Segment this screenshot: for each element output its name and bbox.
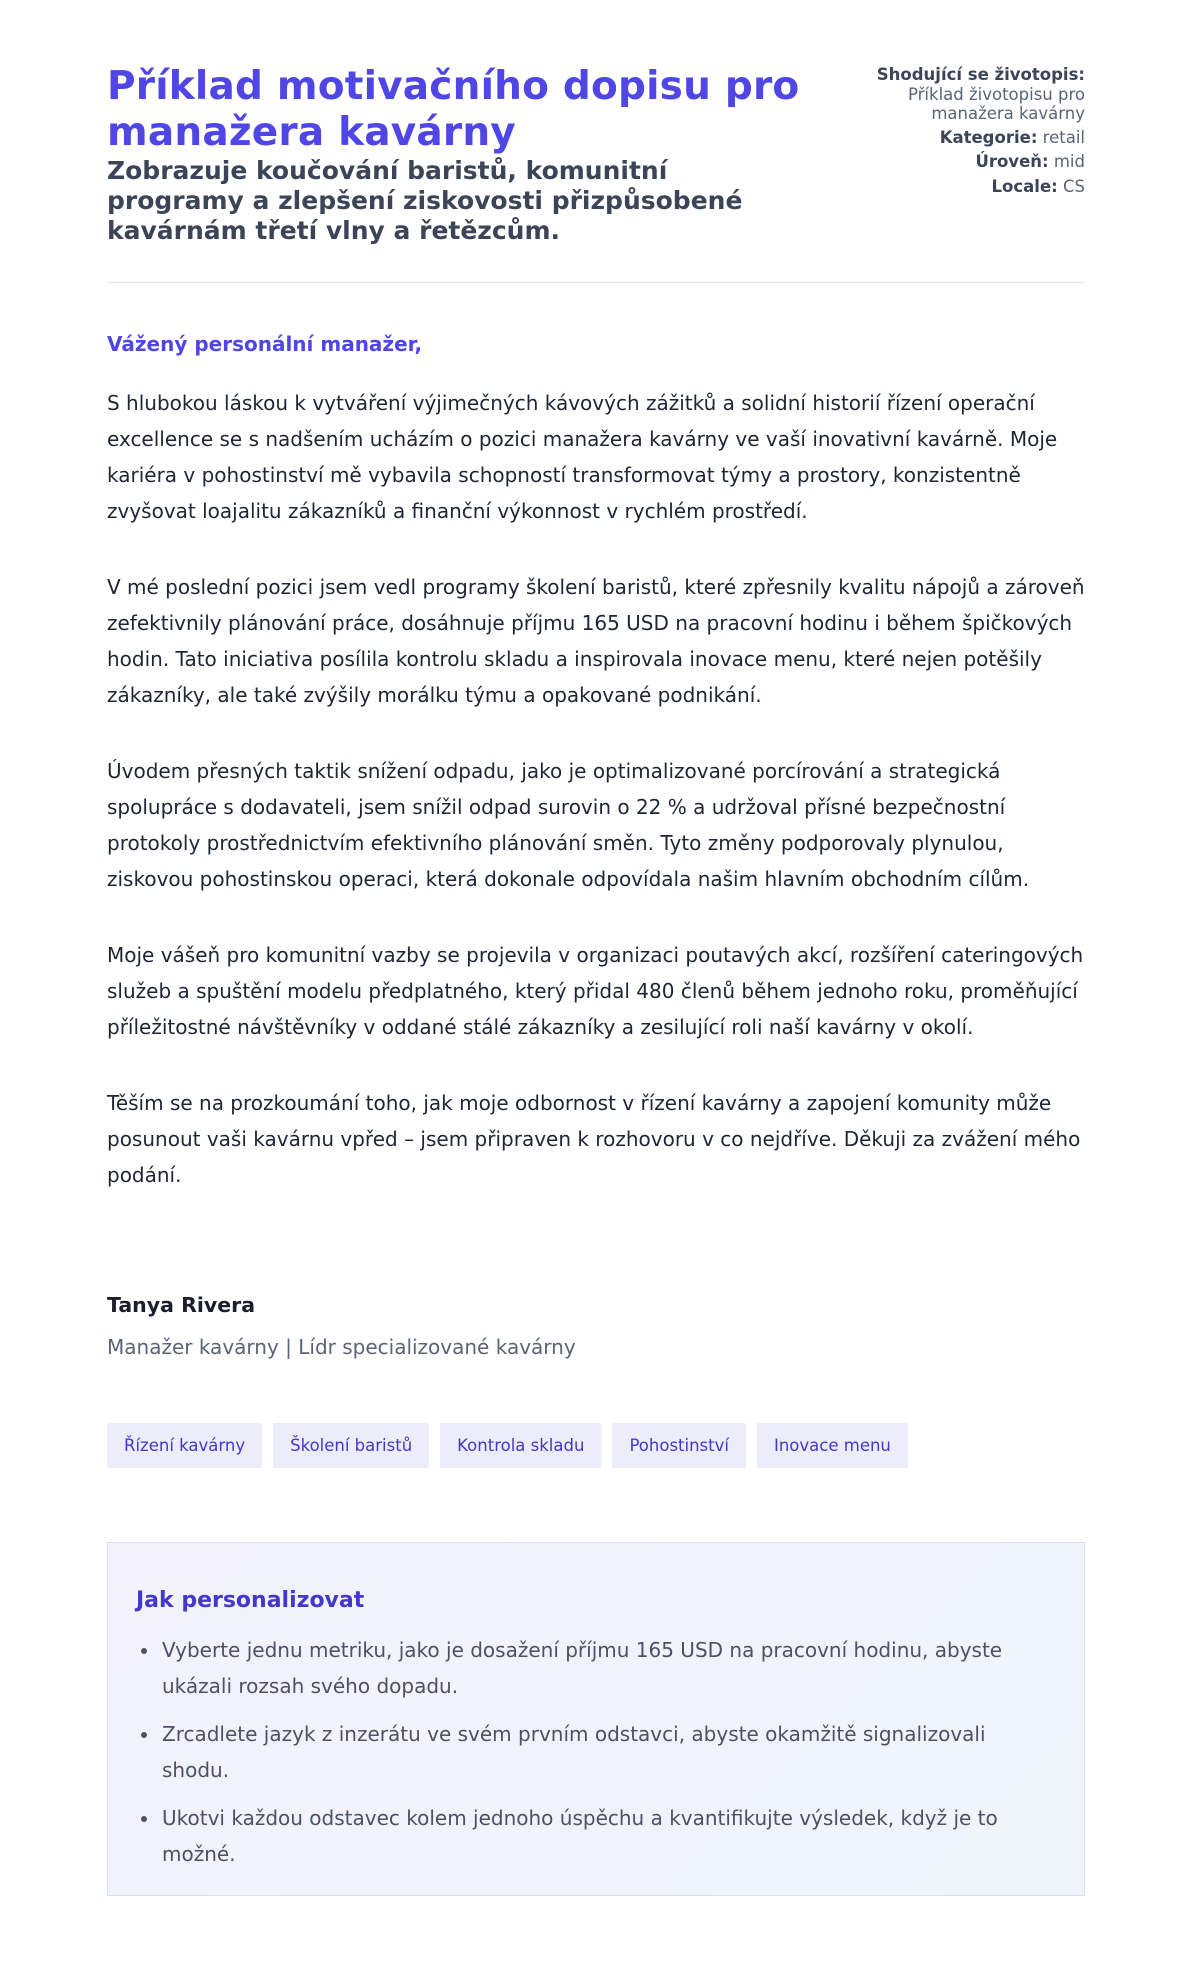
page-header [107, 60, 1085, 280]
personalization-tips-box [107, 1542, 1085, 1896]
signature-name: Tanya Rivera [107, 1293, 256, 1317]
bullet-icon [141, 1732, 147, 1738]
skill-tags [107, 1423, 908, 1468]
meta-matching-resume-label: Shodující se životopis: [876, 65, 1085, 84]
meta-category [825, 128, 1085, 148]
page-title: Příklad motivačního dopisu pro manažera kavárny [107, 64, 800, 155]
header-divider [107, 282, 1085, 283]
skill-tag: Inovace menu [757, 1423, 908, 1468]
tips-list [136, 1632, 1056, 1884]
bullet-icon [141, 1648, 147, 1654]
tip-item [136, 1716, 1056, 1788]
bullet-icon [141, 1816, 147, 1822]
letter-salutation: Vážený personální manažer, [107, 332, 423, 356]
meta-level-value: mid [1053, 152, 1085, 171]
meta-panel [825, 65, 1085, 201]
skill-tag: Řízení kavárny [107, 1423, 262, 1468]
tip-text: Vyberte jednu metriku, jako je dosažení příjmu 165 USD na pracovní hodinu, abyste ukázali rozsah svého dopadu. [162, 1638, 1003, 1698]
meta-category-label: Kategorie: [939, 127, 1038, 147]
letter-paragraph: V mé poslední pozici jsem vedl programy školení baristů, které zpřesnily kvalitu nápojů a zároveň zefektivnily plánování práce, dosáhnuje příjmu 165 USD na pracovní hodinu i během špičkových hodin. Tato iniciativa posílila kontrolu skladu a inspirovala inovace menu, které nejen potěšily zákazníky, ale také zvýšily morálku týmu a opakované podnikání. [107, 575, 1085, 707]
meta-category-value: retail [1042, 127, 1085, 147]
letter-paragraph: S hlubokou láskou k vytváření výjimečných kávových zážitků a solidní historií řízení operační excellence se s nadšením ucházím o pozici manažera kavárny ve vaší inovativní kavárně. Moje kariéra v pohostinství mě vybavila schopností transformovat týmy a prostory, konzistentně zvyšovat loajalitu zákazníků a finanční výkonnost v rychlém prostředí. [107, 391, 1058, 523]
tip-item [136, 1632, 1056, 1704]
meta-level-label: Úroveň: [975, 152, 1049, 171]
skill-tag: Kontrola skladu [440, 1423, 601, 1468]
tips-title: Jak personalizovat [136, 1588, 365, 1613]
letter-paragraph: Úvodem přesných taktik snížení odpadu, jako je optimalizované porcírování a strategická spolupráce s dodavateli, jsem snížil odpad surovin o 22 % a udržoval přísné bezpečnostní protokoly prostřednictvím efektivního plánování směn. Tyto změny podporovaly plynulou, ziskovou pohostinskou operaci, která dokonale odpovídala našim hlavním obchodním cílům. [107, 759, 1030, 891]
signature-role: Manažer kavárny | Lídr specializované kavárny [107, 1335, 576, 1359]
tip-text: Zrcadlete jazyk z inzerátu ve svém prvním odstavci, abyste okamžitě signalizovali shodu. [162, 1722, 986, 1782]
skill-tag: Pohostinství [612, 1423, 746, 1468]
letter-paragraph: Moje vášeň pro komunitní vazby se projevila v organizaci poutavých akcí, rozšíření cateringových služeb a spuštění modelu předplatného, který přidal 480 členů během jednoho roku, proměňující příležitostné návštěvníky v oddané stálé zákazníky a zesilující roli naší kavárny v okolí. [107, 943, 1084, 1039]
meta-locale-value: CS [1063, 176, 1085, 196]
letter-paragraph: Těším se na prozkoumání toho, jak moje odbornost v řízení kavárny a zapojení komunity může posunout vaši kavárnu vpřed – jsem připraven k rozhovoru v co nejdříve. Děkuji za zvážení mého podání. [107, 1091, 1081, 1187]
page-subtitle: Zobrazuje koučování baristů, komunitní programy a zlepšení ziskovosti přizpůsobené kavárnám třetí vlny a řetězcům. [107, 156, 743, 245]
tip-text: Ukotvi každou odstavec kolem jednoho úspěchu a kvantifikujte výsledek, když je to možné. [162, 1806, 998, 1866]
letter-body [107, 385, 1092, 1233]
skill-tag: Školení baristů [273, 1423, 429, 1468]
meta-level [825, 152, 1085, 172]
meta-matching-resume-value[interactable]: Příklad životopisu pro manažera kavárny [907, 84, 1085, 123]
meta-matching-resume [825, 65, 1085, 124]
meta-locale [825, 177, 1085, 197]
tip-item [136, 1800, 1056, 1872]
meta-locale-label: Locale: [991, 176, 1058, 196]
